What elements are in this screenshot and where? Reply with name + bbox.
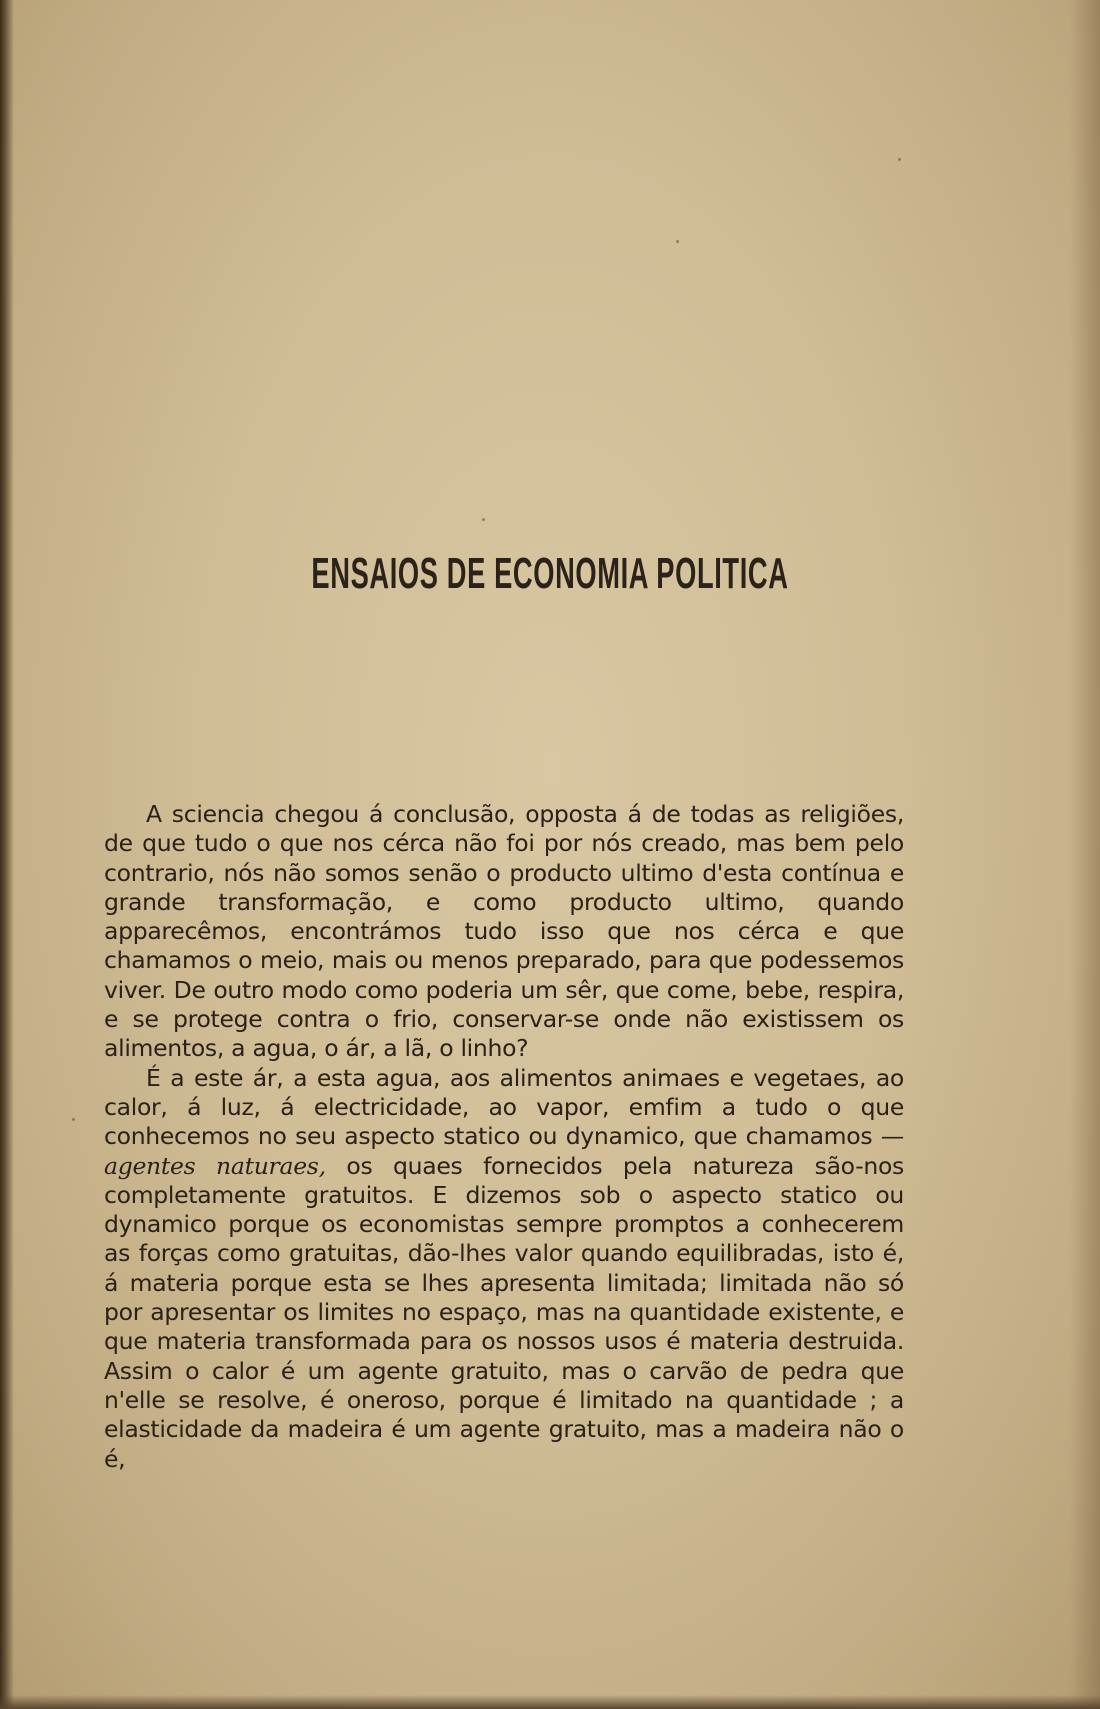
page-right-edge [1070,0,1100,1709]
paragraph [104,1064,904,1474]
paragraph: A sciencia chegou á conclusão, opposta á de todas as religiões, de que tudo o que nos cérca não foi por nós creado, mas bem pelo contrario, nós não somos senão o producto ultimo d'esta contínua e grande transformação, e como producto ultimo, quando apparecêmos, encontrámos tudo isso que nos cérca e que chamamos o meio, mais ou menos preparado, para que podessemos viver. De outro modo como poderia um sêr, que come, bebe, respira, e se protege contra o frio, conservar-se onde não existissem os alimentos, a agua, o ár, a lã, o linho? [104,800,904,1063]
page-left-edge [0,0,14,1709]
page-title: ENSAIOS DE ECONOMIA POLITICA [311,549,789,599]
italic-term: agentes naturaes, [104,1151,326,1180]
paper-speck [482,518,485,521]
paper-speck [72,1118,75,1121]
paragraph-text: É a este ár, a esta agua, aos alimentos animaes e vegetaes, ao calor, á luz, á electricidade, ao vapor, emfim a tudo o que conhecemos no seu aspecto statico ou dynamico, que chamamos — [104,1063,904,1151]
paper-speck [898,158,901,161]
page-bottom-edge [0,1695,1100,1709]
body-text [104,800,904,1474]
paragraph-text: os quaes fornecidos pela natureza são-nos completamente gratuitos. E dizemos sob o aspecto statico ou dynamico porque os economistas sempre promptos a conhecerem as forças como gratuitas, dão-lhes valor quando equilibradas, isto é, á materia porque esta se lhes apresenta limitada; limitada não só por apresentar os limites no espaço, mas na quantidade existente, e que materia transformada para os nossos usos é materia destruida. Assim o calor é um agente gratuito, mas o carvão de pedra que n'elle se resolve, é oneroso, porque é limitado na quantidade ; a elasticidade da madeira é um agente gratuito, mas a madeira não o é, [104,1151,904,1473]
paper-speck [676,240,679,243]
